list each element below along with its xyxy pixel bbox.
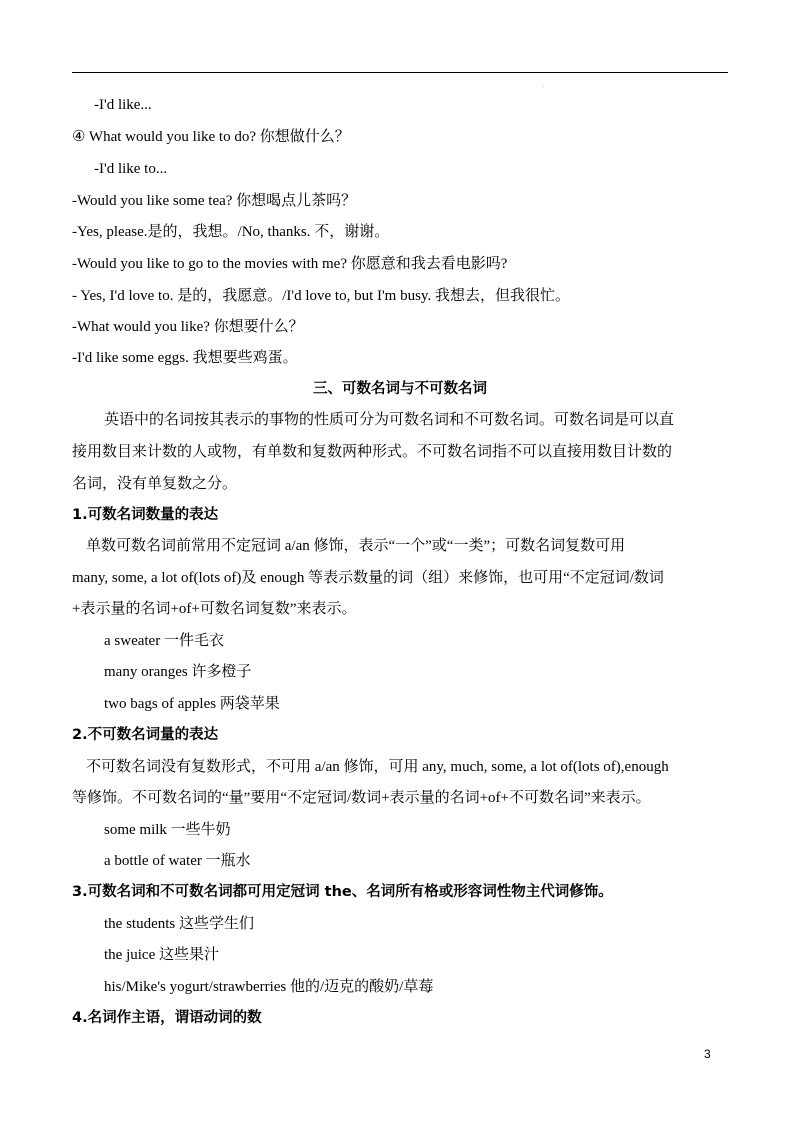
dialog-line: -I'd like... (94, 97, 152, 113)
paragraph-line: 单数可数名词前常用不定冠词 a/an 修饰，表示“一个”或“一类”；可数名词复数可用 (86, 538, 626, 554)
subheading: 4.名词作主语，谓语动词的数 (72, 1010, 262, 1026)
dialog-line: -Yes, please.是的，我想。/No, thanks. 不，谢谢。 (72, 224, 390, 240)
dialog-line: - Yes, I'd love to. 是的，我愿意。/I'd love to, but I'm busy. 我想去，但我很忙。 (72, 288, 570, 304)
dialog-line: -I'd like some eggs. 我想要些鸡蛋。 (72, 350, 298, 366)
paragraph-line: 不可数名词没有复数形式，不可用 a/an 修饰，可用 any, much, some, a lot of(lots of),enough (86, 759, 669, 775)
subheading: 1.可数名词数量的表达 (72, 507, 219, 523)
paragraph-line: +表示量的名词+of+可数名词复数”来表示。 (72, 601, 357, 617)
example-line: a sweater 一件毛衣 (104, 633, 224, 649)
subheading: 3.可数名词和不可数名词都可用定冠词 the、名词所有格或形容词性物主代词修饰。 (72, 884, 613, 900)
dialog-line: ④ What would you like to do? 你想做什么？ (72, 129, 350, 145)
dialog-line: -Would you like some tea? 你想喝点儿茶吗？ (72, 193, 357, 209)
dialog-line: -What would you like? 你想要什么？ (72, 319, 304, 335)
example-line: some milk 一些牛奶 (104, 822, 231, 838)
subheading: 2.不可数名词量的表达 (72, 727, 219, 743)
example-line: his/Mike's yogurt/strawberries 他的/迈克的酸奶/草莓 (104, 979, 434, 995)
paragraph-line: many, some, a lot of(lots of)及 enough 等表示数量的词（组）来修饰，也可用“不定冠词/数词 (72, 570, 664, 586)
paragraph-line: 等修饰。不可数名词的“量”要用“不定冠词/数词+表示量的名词+of+不可数名词”来表示。 (72, 790, 651, 806)
example-line: many oranges 许多橙子 (104, 664, 252, 680)
dialog-line: -Would you like to go to the movies with me? 你愿意和我去看电影吗? (72, 256, 508, 272)
example-line: the juice 这些果汁 (104, 947, 219, 963)
dialog-line: -I'd like to... (94, 161, 168, 177)
example-line: two bags of apples 两袋苹果 (104, 696, 280, 712)
section-heading: 三、可数名词与不可数名词 (313, 381, 487, 397)
page-number: 3 (704, 1047, 711, 1061)
example-line: the students 这些学生们 (104, 916, 254, 932)
paragraph-line: 名词，没有单复数之分。 (72, 476, 238, 492)
paragraph-line: 英语中的名词按其表示的事物的性质可分为可数名词和不可数名词。可数名词是可以直 (104, 412, 675, 428)
paragraph-line: 接用数目来计数的人或物，有单数和复数两种形式。不可数名词指不可以直接用数目计数的 (72, 444, 673, 460)
header-rule (72, 72, 728, 73)
header-dot: · (542, 84, 544, 91)
example-line: a bottle of water 一瓶水 (104, 853, 251, 869)
